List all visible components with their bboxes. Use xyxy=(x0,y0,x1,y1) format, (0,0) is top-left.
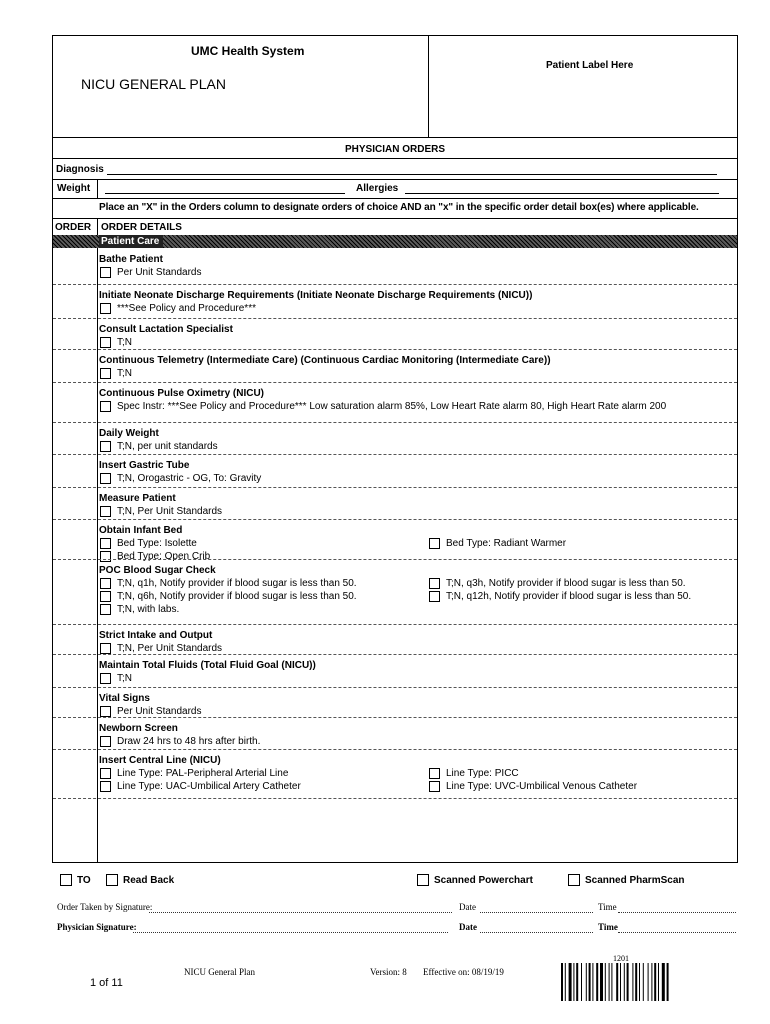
barcode-bar xyxy=(658,963,659,1001)
section-title: Patient Care xyxy=(99,235,163,248)
order-taken-date-line[interactable] xyxy=(480,912,593,913)
option-label: Draw 24 hrs to 48 hrs after birth. xyxy=(117,736,261,747)
order-select-cell[interactable] xyxy=(53,749,97,798)
org-name: UMC Health System xyxy=(191,44,305,58)
option-checkbox[interactable] xyxy=(100,401,111,412)
order-item xyxy=(99,253,735,279)
header-divider xyxy=(428,36,429,137)
barcode-bar xyxy=(586,963,587,1001)
barcode-bar xyxy=(620,963,621,1001)
barcode-bar xyxy=(611,963,612,1001)
instructions: Place an "X" in the Orders column to designate orders of choice AND an "x" in the specific order detail box(es) where applicable. xyxy=(99,202,699,213)
option-row xyxy=(99,400,735,413)
order-item xyxy=(99,354,735,380)
order-title: Vital Signs xyxy=(99,693,150,704)
order-taken-label: Order Taken by Signature: xyxy=(57,902,153,912)
barcode xyxy=(561,963,693,1001)
to-label: TO xyxy=(77,875,91,886)
order-select-cell[interactable] xyxy=(53,248,97,284)
page-number: 1 of 11 xyxy=(90,977,123,989)
order-select-cell[interactable] xyxy=(53,454,97,487)
order-select-cell[interactable] xyxy=(53,654,97,687)
option-checkbox[interactable] xyxy=(100,368,111,379)
order-select-cell[interactable] xyxy=(53,687,97,717)
option-checkbox[interactable] xyxy=(100,337,111,348)
order-title: Daily Weight xyxy=(99,428,159,439)
allergies-field[interactable] xyxy=(405,193,719,194)
order-title: Initiate Neonate Discharge Requirements (Initiate Neonate Discharge Requirements (NICU)) xyxy=(99,290,533,301)
order-select-cell[interactable] xyxy=(53,422,97,454)
order-select-cell[interactable] xyxy=(53,624,97,654)
option-label: Line Type: PICC xyxy=(446,768,519,779)
option-checkbox[interactable] xyxy=(429,578,440,589)
option-label: Bed Type: Isolette xyxy=(117,538,197,549)
option-checkbox[interactable] xyxy=(100,768,111,779)
order-title: Newborn Screen xyxy=(99,723,178,734)
barcode-bar xyxy=(576,963,578,1001)
row-divider xyxy=(53,798,737,799)
row-divider xyxy=(53,487,737,488)
patient-label: Patient Label Here xyxy=(546,60,634,71)
row-divider xyxy=(53,654,737,655)
row-divider xyxy=(53,687,737,688)
order-taken-time-label: Time xyxy=(598,902,617,912)
order-item xyxy=(99,524,735,563)
read-back-label: Read Back xyxy=(123,875,175,886)
option-label: Line Type: UVC-Umbilical Venous Catheter xyxy=(446,781,638,792)
option-checkbox[interactable] xyxy=(100,506,111,517)
option-checkbox[interactable] xyxy=(429,591,440,602)
barcode-bar xyxy=(589,963,591,1001)
order-select-cell[interactable] xyxy=(53,382,97,422)
option-checkbox[interactable] xyxy=(429,781,440,792)
option-row xyxy=(99,537,735,550)
option-label: Bed Type: Open Crib xyxy=(117,551,211,562)
option-checkbox[interactable] xyxy=(100,591,111,602)
weight-label: Weight xyxy=(57,183,91,194)
barcode-bar xyxy=(569,963,572,1001)
barcode-bar xyxy=(573,963,574,1001)
option-label: Line Type: UAC-Umbilical Artery Catheter xyxy=(117,781,301,792)
option-checkbox[interactable] xyxy=(100,604,111,615)
diagnosis-field[interactable] xyxy=(107,174,717,175)
rule xyxy=(53,198,737,199)
barcode-bar xyxy=(648,963,649,1001)
option-row xyxy=(99,266,735,279)
option-label: T;N, per unit standards xyxy=(117,441,218,452)
row-divider xyxy=(53,559,737,560)
option-row xyxy=(99,472,735,485)
order-item xyxy=(99,387,735,413)
option-row xyxy=(99,590,735,603)
order-select-cell[interactable] xyxy=(53,559,97,624)
row-divider xyxy=(53,318,737,319)
scanned-pharmscan-checkbox[interactable] xyxy=(568,874,580,886)
orders-table xyxy=(52,138,738,863)
order-title: Continuous Telemetry (Intermediate Care) (Continuous Cardiac Monitoring (Intermediate Care)) xyxy=(99,355,551,366)
barcode-bar xyxy=(609,963,610,1001)
order-title: Maintain Total Fluids (Total Fluid Goal (NICU)) xyxy=(99,660,316,671)
option-checkbox[interactable] xyxy=(100,538,111,549)
barcode-bar xyxy=(616,963,618,1001)
option-row xyxy=(99,672,735,685)
option-row xyxy=(99,336,735,349)
option-row xyxy=(99,302,735,315)
option-label: T;N, q3h, Notify provider if blood sugar is less than 50. xyxy=(446,578,686,589)
order-select-cell[interactable] xyxy=(53,318,97,349)
row-divider xyxy=(53,519,737,520)
option-checkbox[interactable] xyxy=(429,538,440,549)
col-order-header: ORDER xyxy=(55,222,92,233)
option-label: T;N, q6h, Notify provider if blood sugar is less than 50. xyxy=(117,591,357,602)
row-divider xyxy=(53,749,737,750)
option-label: T;N, q1h, Notify provider if blood sugar is less than 50. xyxy=(117,578,357,589)
order-item xyxy=(99,659,735,685)
order-taken-time-line[interactable] xyxy=(618,912,736,913)
form-number: 1201 xyxy=(613,954,629,963)
order-item xyxy=(99,564,735,616)
barcode-bar xyxy=(600,963,603,1001)
barcode-bar xyxy=(651,963,652,1001)
option-row xyxy=(99,767,735,780)
physician-orders-title: PHYSICIAN ORDERS xyxy=(344,144,445,155)
option-label: T;N xyxy=(117,337,132,348)
option-label: T;N, Per Unit Standards xyxy=(117,506,223,517)
order-title: Bathe Patient xyxy=(99,254,163,265)
rule xyxy=(53,218,737,219)
option-checkbox[interactable] xyxy=(100,441,111,452)
option-checkbox[interactable] xyxy=(100,781,111,792)
barcode-bar xyxy=(592,963,593,1001)
barcode-bar xyxy=(605,963,606,1001)
option-checkbox[interactable] xyxy=(100,551,111,562)
option-row xyxy=(99,505,735,518)
physician-signature-line[interactable] xyxy=(133,932,448,933)
barcode-bar xyxy=(662,963,665,1001)
row-divider xyxy=(53,454,737,455)
order-select-cell[interactable] xyxy=(53,717,97,749)
section-bar-patient-care xyxy=(53,235,737,248)
order-select-cell[interactable] xyxy=(53,349,97,382)
barcode-bar xyxy=(627,963,629,1001)
option-row xyxy=(99,603,735,616)
diagnosis-label: Diagnosis xyxy=(56,164,104,175)
order-title: Insert Central Line (NICU) xyxy=(99,755,221,766)
doc-effective-date: Effective on: 08/19/19 xyxy=(423,967,504,977)
physician-time-label: Time xyxy=(598,922,618,932)
option-checkbox[interactable] xyxy=(100,736,111,747)
order-select-cell[interactable] xyxy=(53,487,97,519)
order-title: POC Blood Sugar Check xyxy=(99,565,216,576)
option-row xyxy=(99,550,735,563)
order-column-divider xyxy=(97,218,98,863)
option-checkbox[interactable] xyxy=(100,473,111,484)
order-item xyxy=(99,459,735,485)
barcode-bar xyxy=(643,963,644,1001)
option-checkbox[interactable] xyxy=(100,578,111,589)
barcode-bar xyxy=(639,963,640,1001)
order-taken-signature-line[interactable] xyxy=(149,912,452,913)
order-select-cell[interactable] xyxy=(53,519,97,559)
option-label: Per Unit Standards xyxy=(117,267,202,278)
barcode-bar xyxy=(596,963,598,1001)
rule xyxy=(53,179,737,180)
header-box xyxy=(52,35,738,138)
order-item xyxy=(99,427,735,453)
barcode-bar xyxy=(667,963,669,1001)
row-divider xyxy=(53,624,737,625)
plan-title: NICU GENERAL PLAN xyxy=(81,76,226,92)
order-title: Insert Gastric Tube xyxy=(99,460,190,471)
physician-date-line[interactable] xyxy=(480,932,593,933)
barcode-bar xyxy=(561,963,563,1001)
option-label: T;N xyxy=(117,368,132,379)
to-checkbox[interactable] xyxy=(60,874,72,886)
barcode-bar xyxy=(565,963,566,1001)
option-row xyxy=(99,577,735,590)
weight-field[interactable] xyxy=(105,193,345,194)
option-label: Per Unit Standards xyxy=(117,706,202,717)
option-label: T;N, with labs. xyxy=(117,604,180,615)
barcode-bar xyxy=(632,963,633,1001)
option-row xyxy=(99,440,735,453)
option-label: ***See Policy and Procedure*** xyxy=(117,303,256,314)
option-checkbox[interactable] xyxy=(100,706,111,717)
allergies-label: Allergies xyxy=(356,183,399,194)
doc-version: Version: 8 xyxy=(370,967,407,977)
order-taken-date-label: Date xyxy=(459,902,476,912)
option-checkbox[interactable] xyxy=(429,768,440,779)
row-divider xyxy=(53,717,737,718)
read-back-checkbox[interactable] xyxy=(106,874,118,886)
option-label: Spec Instr: ***See Policy and Procedure*** Low saturation alarm 85%, Low Heart Rate alarm 80, High Heart Rate alarm 200 xyxy=(117,401,667,412)
scanned-powerchart-label: Scanned Powerchart xyxy=(434,875,533,886)
rule xyxy=(53,158,737,159)
barcode-bar xyxy=(581,963,582,1001)
order-title: Consult Lactation Specialist xyxy=(99,324,233,335)
col-divider xyxy=(97,179,98,198)
order-item xyxy=(99,492,735,518)
order-title: Strict Intake and Output xyxy=(99,630,213,641)
physician-signature-label: Physician Signature: xyxy=(57,922,137,932)
order-item xyxy=(99,323,735,349)
order-item xyxy=(99,289,735,315)
order-item xyxy=(99,754,735,793)
order-title: Obtain Infant Bed xyxy=(99,525,183,536)
option-checkbox[interactable] xyxy=(100,673,111,684)
option-row xyxy=(99,735,735,748)
physician-date-label: Date xyxy=(459,922,477,932)
physician-time-line[interactable] xyxy=(618,932,736,933)
option-label: T;N, q12h, Notify provider if blood sugar is less than 50. xyxy=(446,591,692,602)
order-select-cell[interactable] xyxy=(53,284,97,318)
order-item xyxy=(99,692,735,718)
row-divider xyxy=(53,382,737,383)
row-divider xyxy=(53,422,737,423)
row-divider xyxy=(53,349,737,350)
option-row xyxy=(99,780,735,793)
row-divider xyxy=(53,284,737,285)
scanned-powerchart-checkbox[interactable] xyxy=(417,874,429,886)
option-label: T;N, Orogastric - OG, To: Gravity xyxy=(117,473,262,484)
barcode-bar xyxy=(624,963,625,1001)
order-title: Continuous Pulse Oximetry (NICU) xyxy=(99,388,265,399)
option-label: Line Type: PAL-Peripheral Arterial Line xyxy=(117,768,289,779)
option-row xyxy=(99,367,735,380)
option-checkbox[interactable] xyxy=(100,643,111,654)
order-title: Measure Patient xyxy=(99,493,176,504)
doc-name: NICU General Plan xyxy=(184,967,255,977)
option-checkbox[interactable] xyxy=(100,303,111,314)
option-checkbox[interactable] xyxy=(100,267,111,278)
col-details-header: ORDER DETAILS xyxy=(101,222,182,233)
barcode-bar xyxy=(654,963,656,1001)
order-item xyxy=(99,722,735,748)
option-label: T;N, Per Unit Standards xyxy=(117,643,223,654)
option-label: T;N xyxy=(117,673,132,684)
barcode-bar xyxy=(635,963,637,1001)
order-item xyxy=(99,629,735,655)
option-label: Bed Type: Radiant Warmer xyxy=(446,538,567,549)
scanned-pharmscan-label: Scanned PharmScan xyxy=(585,875,685,886)
